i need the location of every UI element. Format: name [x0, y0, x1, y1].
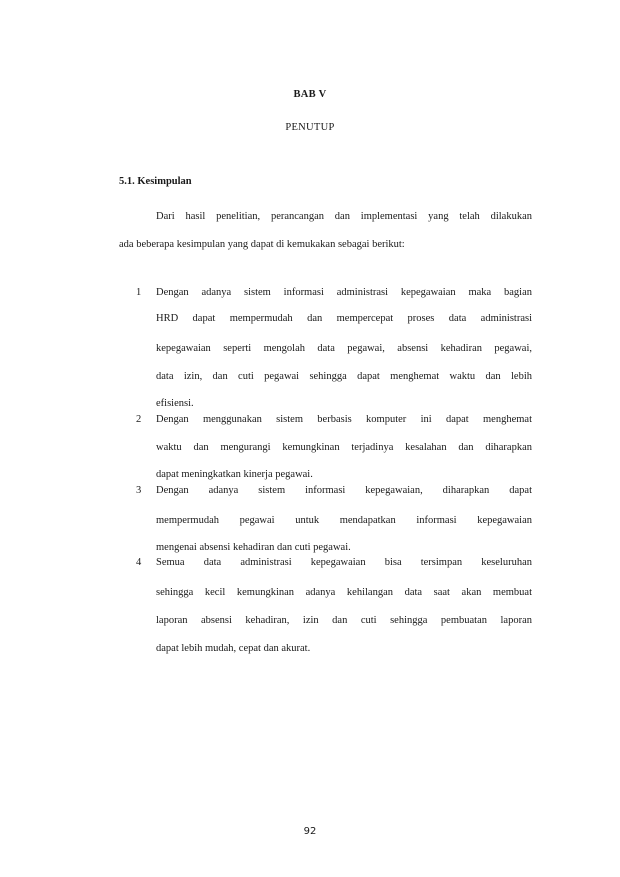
list-item-line: waktu dan mengurangi kemungkinan terjadinya kesalahan dan diharapkan [156, 442, 532, 453]
list-item-line: dapat meningkatkan kinerja pegawai. [156, 469, 313, 480]
list-item-line: Dengan adanya sistem informasi kepegawaian, diharapkan dapat [156, 485, 532, 496]
chapter-subtitle: PENUTUP [285, 122, 335, 133]
page-number: 92 [303, 826, 317, 837]
list-item-line: efisiensi. [156, 398, 194, 409]
section-heading: 5.1. Kesimpulan [119, 176, 192, 187]
intro-line-1: Dari hasil penelitian, perancangan dan implementasi yang telah dilakukan [156, 211, 532, 222]
list-item-line: dapat lebih mudah, cepat dan akurat. [156, 643, 311, 654]
list-item-line: mempermudah pegawai untuk mendapatkan informasi kepegawaian [156, 515, 532, 526]
list-item-line: kepegawaian seperti mengolah data pegawai, absensi kehadiran pegawai, [156, 343, 532, 354]
list-item-line: sehingga kecil kemungkinan adanya kehilangan data saat akan membuat [156, 587, 532, 598]
list-item-line: Dengan adanya sistem informasi administrasi kepegawaian maka bagian [156, 287, 532, 298]
list-item-number: 3 [136, 485, 142, 496]
list-item-line: Dengan menggunakan sistem berbasis komputer ini dapat menghemat [156, 414, 532, 425]
list-item-line: laporan absensi kehadiran, izin dan cuti sehingga pembuatan laporan [156, 615, 532, 626]
list-item-line: HRD dapat mempermudah dan mempercepat proses data administrasi [156, 313, 532, 324]
list-item-number: 2 [136, 414, 142, 425]
intro-line-2: ada beberapa kesimpulan yang dapat di kemukakan sebagai berikut: [119, 239, 405, 250]
list-item-line: data izin, dan cuti pegawai sehingga dapat menghemat waktu dan lebih [156, 371, 532, 382]
list-item-number: 1 [136, 287, 142, 298]
list-item-line: mengenai absensi kehadiran dan cuti pegawai. [156, 542, 351, 553]
list-item-number: 4 [136, 557, 142, 568]
chapter-title: BAB V [293, 89, 327, 100]
list-item-line: Semua data administrasi kepegawaian bisa tersimpan keseluruhan [156, 557, 532, 568]
